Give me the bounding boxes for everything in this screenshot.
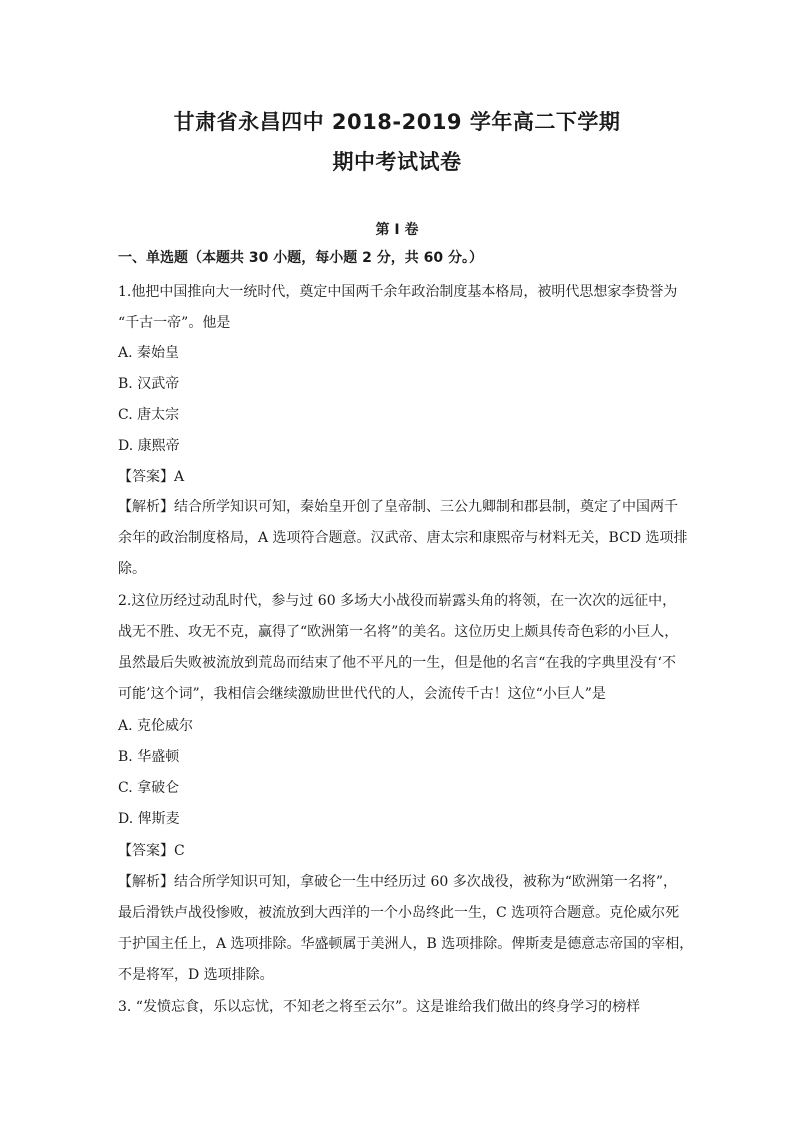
question-2-analysis-line-1: 【解析】结合所学知识可知，拿破仑一生中经历过 60 多次战役，被称为“欧洲第一名将”， [118,874,678,890]
question-1-option-a: A. 秦始皇 [118,345,180,361]
question-1-analysis-line-3: 除。 [118,561,146,577]
question-2-analysis-line-2: 最后滑铁卢战役惨败，被流放到大西洋的一个小岛终此一生，C 选项符合题意。克伦威尔死 [118,905,680,921]
question-2-analysis-line-4: 不是将军，D 选项排除。 [118,967,274,983]
question-2-option-c: C. 拿破仑 [118,780,180,796]
question-2-stem-line-4: 可能’这个词”，我相信会继续激励世世代代的人，会流传千古！这位“小巨人”是 [118,686,606,702]
question-1-option-b: B. 汉武帝 [118,376,180,392]
question-2-stem-line-1: 2.这位历经过动乱时代，参与过 60 多场大小战役而崭露头角的将领，在一次次的远征中， [118,593,677,609]
exam-title: 甘肃省永昌四中 2018-2019 学年高二下学期 [173,110,621,134]
question-1-analysis-line-2: 余年的政治制度格局，A 选项符合题意。汉武帝、唐太宗和康熙帝与材料无关，BCD 选项排 [118,530,688,546]
section-heading: 一、单选题（本题共 30 小题，每小题 2 分，共 60 分。） [118,250,483,266]
question-2-option-a: A. 克伦威尔 [118,718,194,734]
question-2-analysis-line-3: 于护国主任上，A 选项排除。华盛顿属于美洲人，B 选项排除。俾斯麦是德意志帝国的宰相， [118,936,694,952]
question-2-answer: 【答案】C [118,843,185,859]
exam-subtitle: 期中考试试卷 [332,150,462,174]
question-2-stem-line-3: 虽然最后失败被流放到荒岛而结束了他不平凡的一生，但是他的名言“在我的字典里没有‘不 [118,655,676,671]
question-1-answer: 【答案】A [118,469,185,485]
question-2-option-d: D. 俾斯麦 [118,811,180,827]
question-1-analysis-line-1: 【解析】结合所学知识可知，秦始皇开创了皇帝制、三公九卿制和郡县制，奠定了中国两千 [118,499,678,515]
volume-heading: 第 I 卷 [375,222,419,238]
question-1-option-d: D. 康熙帝 [118,438,180,454]
question-1-option-c: C. 唐太宗 [118,407,180,423]
question-1-stem-line-2: “千古一帝”。他是 [118,315,231,331]
question-3-stem-line-1: 3. “发愤忘食，乐以忘忧，不知老之将至云尔”。这是谁给我们做出的终身学习的榜样 [118,999,641,1015]
question-2-option-b: B. 华盛顿 [118,749,180,765]
question-1-stem-line-1: 1.他把中国推向大一统时代，奠定中国两千余年政治制度基本格局，被明代思想家李贽誉为 [118,284,678,300]
question-2-stem-line-2: 战无不胜、攻无不克，赢得了“欧洲第一名将”的美名。这位历史上颇具传奇色彩的小巨人， [118,624,679,640]
